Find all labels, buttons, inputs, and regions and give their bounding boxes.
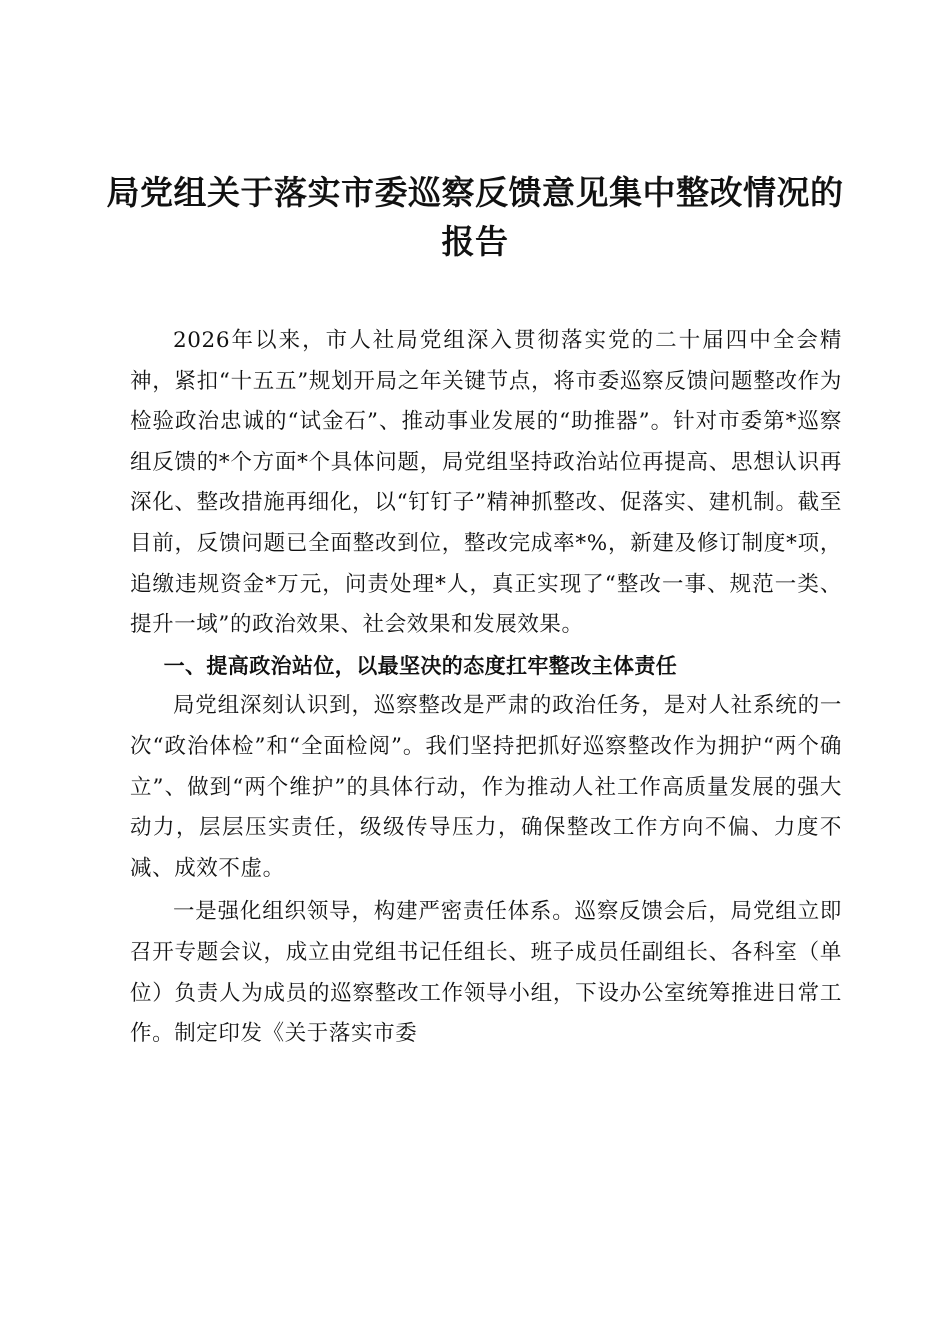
intro-paragraph: 2026年以来，市人社局党组深入贯彻落实党的二十届四中全会精神，紧扣“十五五”规划开局之年关键节点，将市委巡察反馈问题整改作为检验政治忠诚的“试金石”、推动事业发展的“助推器”。针对市委第*巡察组反馈的*个方面*个具体问题，局党组坚持政治站位再提高、思想认识再深化、整改措施再细化，以“钉钉子”精神抓整改、促落实、建机制。截至目前，反馈问题已全面整改到位，整改完成率*%，新建及修订制度*项，追缴违规资金*万元，问责处理*人，真正实现了“整改一事、规范一类、提升一域”的政治效果、社会效果和发展效果。: [130, 328, 842, 638]
document-title: 局党组关于落实市委巡察反馈意见集中整改情况的报告: [106, 173, 844, 261]
document-body: [130, 321, 842, 1055]
point-1-paragraph: 一是强化组织领导，构建严密责任体系。巡察反馈会后，局党组立即召开专题会议，成立由党组书记任组长、班子成员任副组长、各科室（单位）负责人为成员的巡察整改工作领导小组，下设办公室统筹推进日常工作。制定印发《关于落实市委: [130, 899, 842, 1047]
section-1-paragraph: 局党组深刻认识到，巡察整改是严肃的政治任务，是对人社系统的一次“政治体检”和“全面检阅”。我们坚持把抓好巡察整改作为拥护“两个确立”、做到“两个维护”的具体行动，作为推动人社工作高质量发展的强大动力，层层压实责任，级级传导压力，确保整改工作方向不偏、力度不减、成效不虚。: [130, 693, 842, 881]
section-heading-1: 一、提高政治站位，以最坚决的态度扛牢整改主体责任: [163, 653, 678, 678]
